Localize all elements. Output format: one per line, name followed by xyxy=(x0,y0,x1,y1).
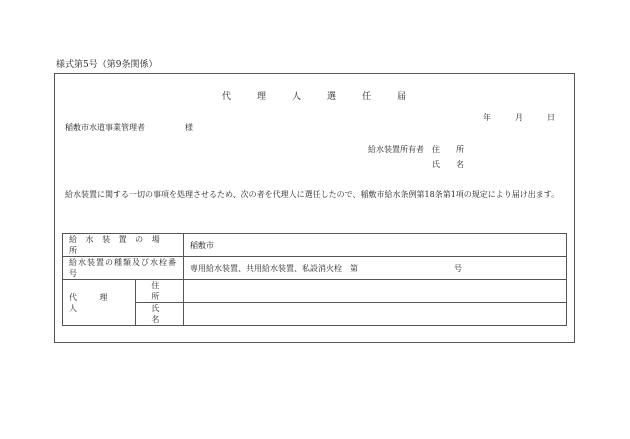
title-char: 届 xyxy=(397,92,407,102)
agent-name-value xyxy=(184,303,567,326)
page-title xyxy=(222,89,406,102)
form-number-label: 様式第5号（第9条関係） xyxy=(56,60,158,70)
declaration-text: 給水装置に関する一切の事項を処理させるため、次の者を代理人に選任したので、稲敷市給水条例第18条第1項の規定により届け出ます。 xyxy=(65,190,560,199)
agent-address-label: 住 所 xyxy=(135,280,183,303)
type-value: 専用給水装置、共用給水装置、私設消火栓 第 号 xyxy=(184,257,567,280)
date-month: 月 xyxy=(515,113,523,122)
title-char: 理 xyxy=(257,92,267,102)
addressee: 稲敷市水道事業管理者 様 xyxy=(65,123,193,132)
details-table xyxy=(62,233,567,326)
owner-name-label: 氏 名 xyxy=(432,160,464,169)
location-label: 給 水 装 置 の 場 所 xyxy=(63,234,184,257)
agent-address-value xyxy=(184,280,567,303)
table-row xyxy=(63,303,567,326)
date-line xyxy=(483,112,555,123)
date-day: 日 xyxy=(547,113,555,122)
agent-label: 代 理 人 xyxy=(63,280,136,326)
location-value: 稲敷市 xyxy=(184,234,567,257)
owner-address-label: 給水装置所有者 住 所 xyxy=(368,145,464,154)
title-char: 人 xyxy=(292,92,302,102)
title-char: 選 xyxy=(327,92,337,102)
table-row xyxy=(63,280,567,303)
date-year: 年 xyxy=(483,113,491,122)
table-row xyxy=(63,234,567,257)
agent-name-label: 氏 名 xyxy=(135,303,183,326)
table-row xyxy=(63,257,567,280)
title-char: 任 xyxy=(362,92,372,102)
title-char: 代 xyxy=(222,92,232,102)
type-label: 給水装置の種類及び水栓番号 xyxy=(63,257,184,280)
